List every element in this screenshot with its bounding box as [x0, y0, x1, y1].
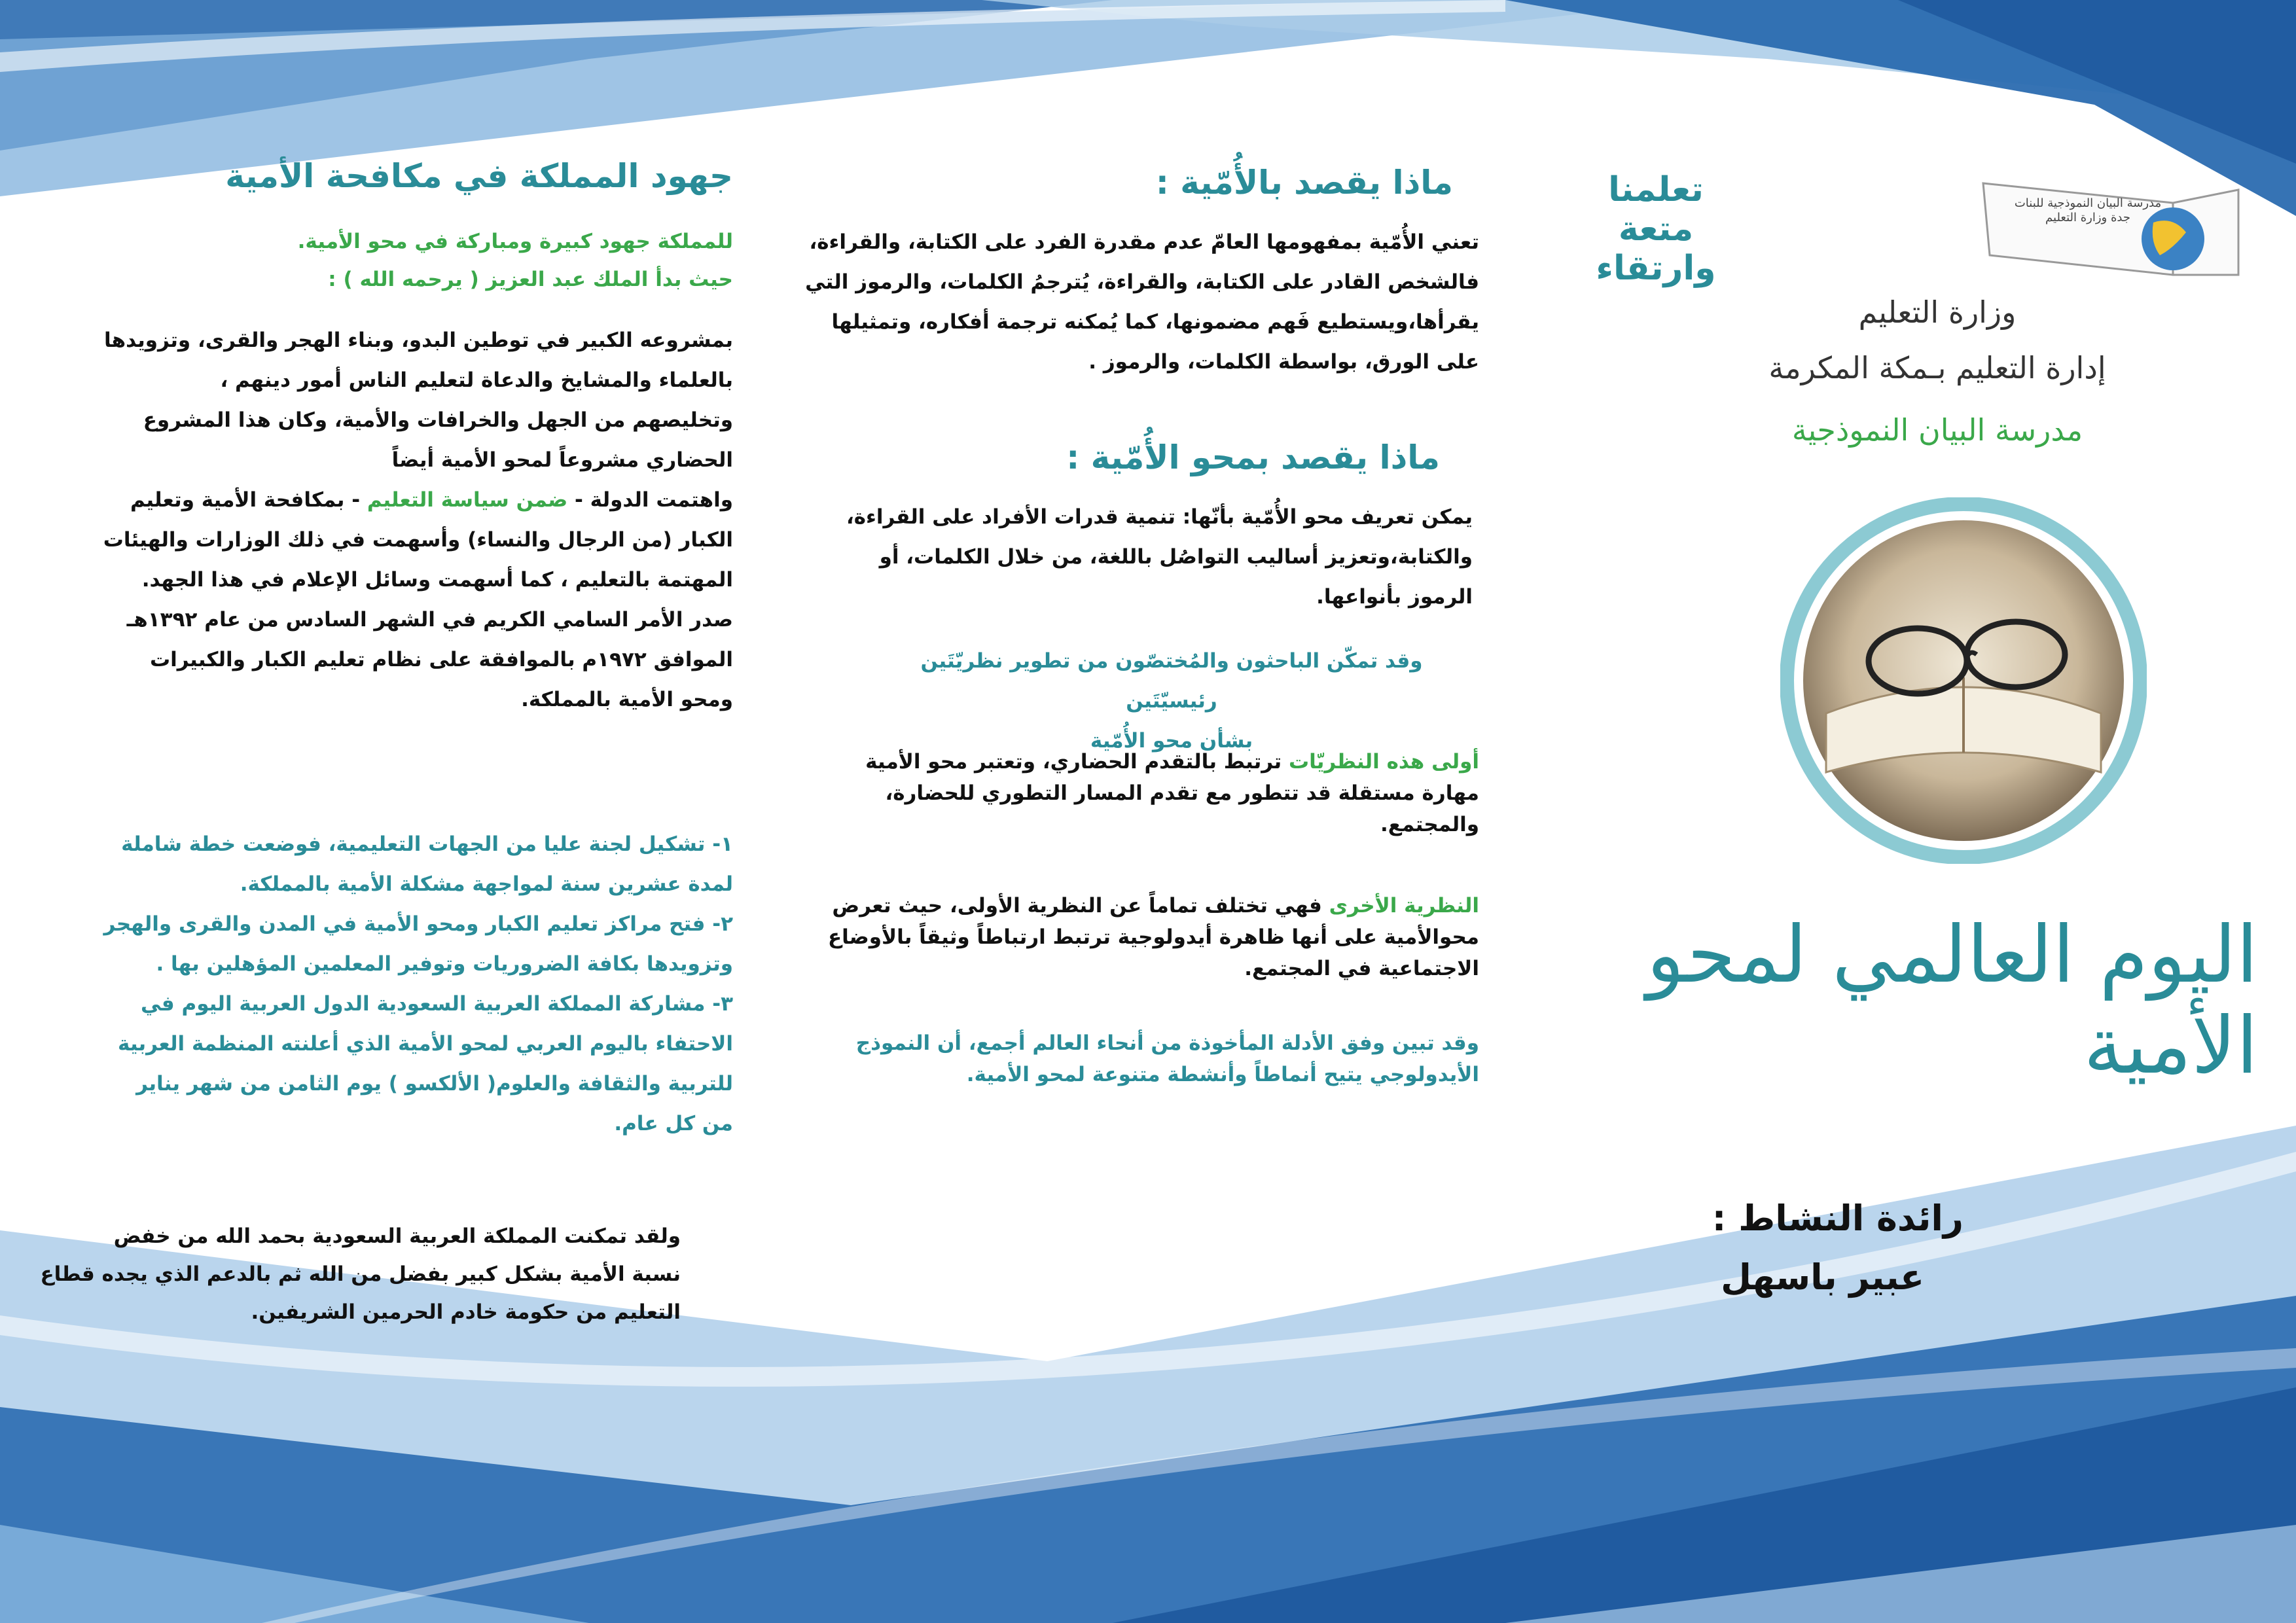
point-line: ٢- فتح مراكز تعليم الكبار ومحو الأمية في المدن والقرى والهجر	[103, 912, 733, 936]
point-line: ١- تشكيل لجنة عليا من الجهات التعليمية، فوضعت خطة شاملة	[121, 832, 733, 856]
body-line: الحضاري مشروعاً لمحو الأمية أيضاً	[391, 448, 733, 472]
body-2-highlight: ضمن سياسة التعليم	[367, 488, 568, 512]
ministry-name: وزارة التعليم	[1858, 294, 2017, 330]
theory-first-line: مهارة مستقلة قد تتطور مع تقدم المسار التطوري للحضارة،	[885, 781, 1479, 805]
taalamna-logo	[1571, 170, 1741, 288]
closing-line: نسبة الأمية بشكل كبير بفضل من الله ثم بالدعم الذي يجده قطاع	[40, 1262, 681, 1286]
body-line: الكبار (من الرجال والنساء) وأسهمت في ذلك الوزارات والهيئات	[103, 528, 733, 552]
heading-what-is-illiteracy: ماذا يقصد بالأُمّية :	[1155, 164, 1453, 202]
ministry-logo-text: مدرسة البيان النموذجية للبنات جدة وزارة التعليم	[2014, 196, 2162, 224]
closing-line: التعليم من حكومة خادم الحرمين الشريفين.	[251, 1300, 681, 1324]
definition-line: على الورق، بواسطة الكلمات، والرموز .	[1088, 350, 1479, 374]
body-line: بالعلماء والمشايخ والدعاة لتعليم الناس أمور دينهم ،	[220, 368, 733, 392]
panel-right	[1518, 157, 2278, 1348]
definition-line: تعني الأُمّية بمفهومها العامّ عدم مقدرة الفرد على الكتابة، والقراءة،	[809, 230, 1479, 254]
conclusion	[798, 1027, 1479, 1090]
body-line: الموافق ١٩٧٢م بالموافقة على نظام تعليم الكبار والكبيرات	[149, 648, 733, 671]
theory-first	[798, 746, 1479, 840]
body-line: بمشروعه الكبير في توطين البدو، وبناء الهجر والقرى، وتزويدها	[104, 329, 733, 352]
theory-second-text: فهي تختلف تماماً عن النظرية الأولى، حيث تعرض	[832, 894, 1329, 918]
intro-green	[52, 223, 733, 298]
body-paragraph-1	[52, 321, 733, 720]
body-line: المهتمة بالتعليم ، كما أسهمت وسائل الإعلام في هذا الجهد.	[141, 568, 733, 592]
closing-paragraph	[26, 1217, 681, 1331]
taalamna-logo-text: تعلمنا متعة وارتقاء	[1596, 170, 1716, 288]
theory-first-text: ترتبط بالتقدم الحضاري، وتعتبر محو الأمية	[865, 750, 1289, 774]
definition-line: يمكن تعريف محو الأُمّية بأنّها: تنمية قدرات الأفراد على القراءة،	[846, 505, 1473, 529]
body-line: ومحو الأمية بالمملكة.	[521, 688, 733, 711]
theories-intro	[877, 641, 1466, 761]
body-2-rest: - بمكافحة الأمية وتعليم	[130, 488, 367, 512]
main-title: اليوم العالمي لمحو الأمية	[1646, 910, 2258, 1092]
panel-left	[40, 157, 759, 1374]
theory-second-line: محوالأمية على أنها ظاهرة أيدولوجية ترتبط ارتباطاً وثيقاً بالأوضاع	[827, 925, 1479, 949]
intro-line: حيث بدأ الملك عبد العزيز ( يرحمه الله ) :	[328, 268, 733, 291]
definition-line: الرموز بأنواعها.	[1316, 585, 1473, 609]
conclusion-line: وقد تبين وفق الأدلة المأخوذة من أنحاء العالم أجمع، أن النموذج	[855, 1031, 1479, 1055]
ministry-logo-icon	[1977, 177, 2251, 288]
points-list	[52, 825, 733, 1144]
point-line: من كل عام.	[614, 1112, 733, 1135]
definition-line: يقرأها،ويستطيع فَهم مضمونها، كما يُمكنه ترجمة أفكاره، وتمثيلها	[831, 310, 1479, 334]
definition-illiteracy	[798, 223, 1479, 382]
point-line: الاحتفاء باليوم العربي لمحو الأمية الذي أعلنته المنظمة العربية	[118, 1032, 733, 1056]
theories-intro-line: وقد تمكّن الباحثون والمُختصّون من تطوير نظريّتَين رئيسيّتَين	[920, 649, 1423, 713]
heading-literacy-eradication: ماذا يقصد بمحو الأُمّية :	[1066, 438, 1440, 476]
theory-first-line: والمجتمع.	[1380, 813, 1479, 836]
conclusion-line: الأيدولوجي يتيح أنماطاً وأنشطة متنوعة لمحو الأمية.	[966, 1063, 1479, 1086]
theory-first-lead: أولى هذه النظريّات	[1288, 750, 1479, 774]
department-name: إدارة التعليم بـمكة المكرمة	[1768, 350, 2106, 385]
closing-line: ولقد تمكنت المملكة العربية السعودية بحمد الله من خفض	[113, 1224, 681, 1248]
open-book-glasses-photo	[1780, 497, 2147, 864]
definition-literacy	[818, 497, 1473, 617]
intro-line: للمملكة جهود كبيرة ومباركة في محو الأمية.	[297, 230, 733, 253]
definition-line: والكتابة،وتعزيز أساليب التواصُل باللغة، من خلال الكلمات، أو	[879, 545, 1473, 569]
point-line: لمدة عشرين سنة لمواجهة مشكلة الأمية بالمملكة.	[240, 872, 733, 896]
body-line: صدر الأمر السامي الكريم في الشهر السادس من عام ١٣٩٢هـ	[126, 608, 733, 632]
theory-second	[798, 890, 1479, 984]
point-line: للتربية والثقافة والعلوم( الألكسو ) يوم الثامن من شهر يناير	[136, 1072, 733, 1096]
body-line: وتخليصهم من الجهل والخرافات والأمية، وكان هذا المشروع	[143, 408, 733, 432]
theory-second-lead: النظرية الأخرى	[1329, 894, 1479, 918]
heading-kingdom-efforts: جهود المملكة في مكافحة الأمية	[225, 157, 733, 195]
definition-line: فالشخص القادر على الكتابة، والقراءة، يُترجمُ الكلمات، والرموز التي	[805, 270, 1479, 294]
body-2-start: واهتمت الدولة -	[567, 488, 733, 512]
point-line: ٣- مشاركة المملكة العربية السعودية الدول العربية اليوم في	[141, 992, 733, 1016]
point-line: وتزويدها بكافة الضروريات وتوفير المعلمين المؤهلين بها .	[156, 952, 733, 976]
activity-leader-label: رائدة النشاط :	[1712, 1198, 1964, 1239]
theory-second-line: الاجتماعية في المجتمع.	[1244, 957, 1479, 980]
panel-middle	[798, 157, 1492, 1152]
activity-leader-name: عبير باسهل	[1721, 1257, 1924, 1298]
school-name: مدرسة البيان النموذجية	[1791, 412, 2083, 448]
theories-intro-line: بشأن محو الأُمّية	[1090, 729, 1253, 753]
